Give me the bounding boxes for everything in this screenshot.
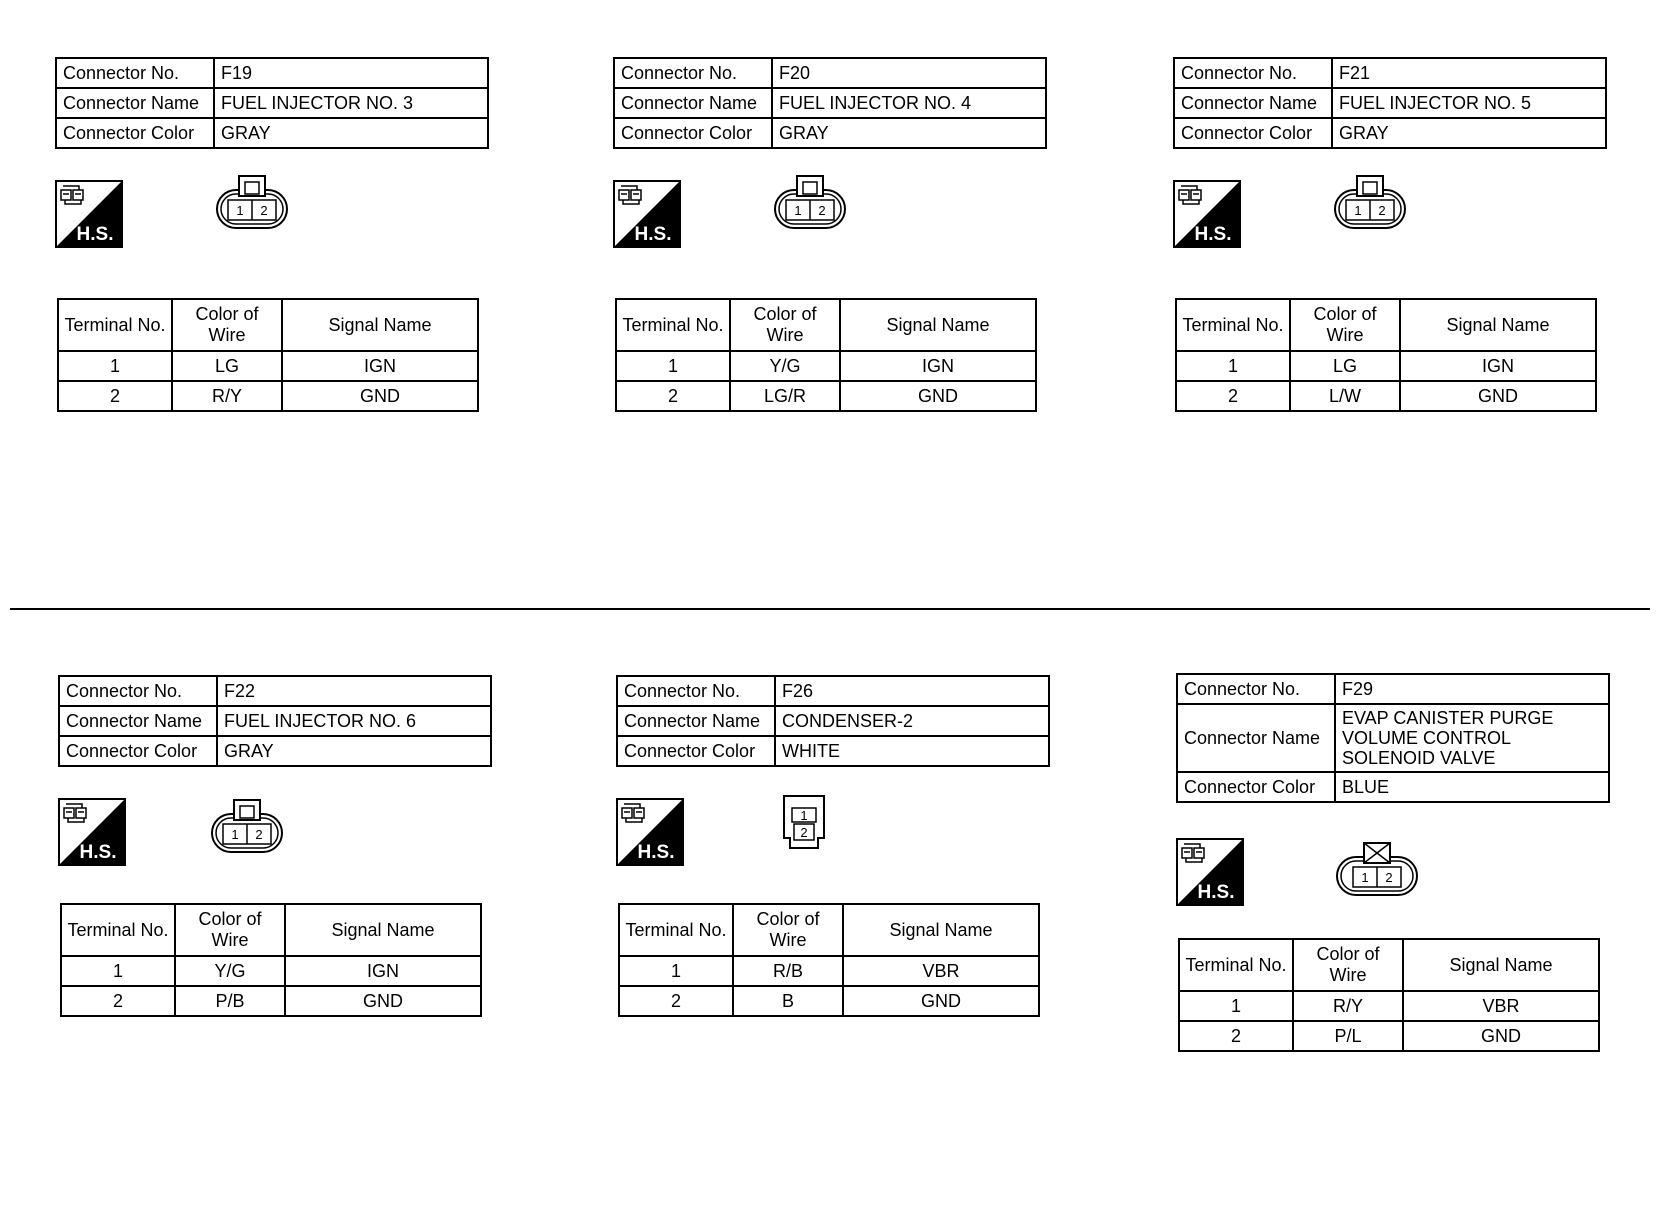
terminal-header-row (1179, 939, 1599, 991)
terminal-no-header: Terminal No. (1176, 299, 1290, 351)
connector-color-value: WHITE (775, 736, 1049, 766)
terminal-row (61, 956, 481, 986)
connector-info-table (616, 675, 1050, 767)
pin-label: 2 (818, 203, 826, 218)
connector-info-table (1173, 57, 1607, 149)
connector-name-label: Connector Name (56, 88, 214, 118)
terminal-no-header: Terminal No. (61, 904, 175, 956)
connector-color-value: GRAY (772, 118, 1046, 148)
signal-name: GND (282, 381, 478, 411)
connector-no-label: Connector No. (59, 676, 217, 706)
signal-name-header: Signal Name (1400, 299, 1596, 351)
hs-badge-icon (58, 798, 126, 866)
hs-badge-text: H.S. (1194, 224, 1232, 245)
terminal-row (616, 381, 1036, 411)
connector-color-label: Connector Color (614, 118, 772, 148)
connector-no-value: F29 (1335, 674, 1609, 704)
terminal-no: 1 (58, 351, 172, 381)
connector-color-row (1174, 118, 1606, 148)
wire-color: Y/G (730, 351, 840, 381)
connector-name-label: Connector Name (1177, 704, 1335, 772)
terminal-row (616, 351, 1036, 381)
signal-name: VBR (843, 956, 1039, 986)
connector-color-label: Connector Color (59, 736, 217, 766)
signal-name: GND (1403, 1021, 1599, 1051)
signal-name: IGN (840, 351, 1036, 381)
pin-label: 1 (231, 827, 239, 842)
connector-info-table (58, 675, 492, 767)
color-of-wire-header: Color of Wire (175, 904, 285, 956)
connector-name-value: CONDENSER-2 (775, 706, 1049, 736)
terminal-header-row (61, 904, 481, 956)
pin-label: 2 (260, 203, 268, 218)
connector-face-icon (778, 794, 830, 861)
terminal-no: 2 (1179, 1021, 1293, 1051)
connector-name-value: FUEL INJECTOR NO. 5 (1332, 88, 1606, 118)
connector-name-row (59, 706, 491, 736)
connector-color-label: Connector Color (56, 118, 214, 148)
terminal-table (618, 903, 1040, 1017)
connector-no-label: Connector No. (56, 58, 214, 88)
terminal-no: 1 (616, 351, 730, 381)
signal-name: VBR (1403, 991, 1599, 1021)
hs-badge-icon (1176, 838, 1244, 906)
terminal-row (58, 381, 478, 411)
connector-info-table (613, 57, 1047, 149)
hs-badge-text: H.S. (634, 224, 672, 245)
terminal-no: 2 (1176, 381, 1290, 411)
terminal-no: 2 (58, 381, 172, 411)
hs-badge-icon (616, 798, 684, 866)
connector-no-value: F26 (775, 676, 1049, 706)
connector-color-value: GRAY (217, 736, 491, 766)
hs-badge-icon (55, 180, 123, 248)
terminal-no-header: Terminal No. (619, 904, 733, 956)
hs-badge-text: H.S. (79, 842, 117, 863)
connector-color-row (56, 118, 488, 148)
terminal-header-row (58, 299, 478, 351)
pin-label: 2 (255, 827, 263, 842)
connector-color-value: GRAY (1332, 118, 1606, 148)
terminal-no: 1 (1176, 351, 1290, 381)
wire-color: P/L (1293, 1021, 1403, 1051)
signal-name: GND (285, 986, 481, 1016)
signal-name-header: Signal Name (285, 904, 481, 956)
connector-name-row (1177, 704, 1609, 772)
color-of-wire-header: Color of Wire (172, 299, 282, 351)
connector-color-row (614, 118, 1046, 148)
connector-no-value: F22 (217, 676, 491, 706)
wire-color: B (733, 986, 843, 1016)
connector-no-value: F19 (214, 58, 488, 88)
connector-face-icon (773, 174, 847, 237)
pin-label: 1 (236, 203, 244, 218)
pin-label: 2 (800, 825, 808, 840)
connector-color-row (617, 736, 1049, 766)
connector-name-label: Connector Name (617, 706, 775, 736)
terminal-no: 2 (61, 986, 175, 1016)
connector-name-row (617, 706, 1049, 736)
color-of-wire-header: Color of Wire (1290, 299, 1400, 351)
hs-badge-icon (1173, 180, 1241, 248)
terminal-header-row (616, 299, 1036, 351)
connector-no-value: F20 (772, 58, 1046, 88)
terminal-no: 2 (616, 381, 730, 411)
connector-face-icon (210, 798, 284, 861)
terminal-no: 1 (1179, 991, 1293, 1021)
connector-color-row (59, 736, 491, 766)
terminal-table (1175, 298, 1597, 412)
signal-name: IGN (1400, 351, 1596, 381)
terminal-row (1176, 381, 1596, 411)
connector-no-value: F21 (1332, 58, 1606, 88)
connector-color-value: BLUE (1335, 772, 1609, 802)
pin-label: 2 (1378, 203, 1386, 218)
connector-name-label: Connector Name (1174, 88, 1332, 118)
connector-no-row (614, 58, 1046, 88)
wire-color: R/B (733, 956, 843, 986)
color-of-wire-header: Color of Wire (733, 904, 843, 956)
terminal-row (1176, 351, 1596, 381)
terminal-header-row (619, 904, 1039, 956)
connector-name-value: FUEL INJECTOR NO. 3 (214, 88, 488, 118)
connector-face-icon (1333, 174, 1407, 237)
terminal-no: 2 (619, 986, 733, 1016)
terminal-no: 1 (619, 956, 733, 986)
connector-name-value: FUEL INJECTOR NO. 4 (772, 88, 1046, 118)
wire-color: Y/G (175, 956, 285, 986)
connector-name-row (56, 88, 488, 118)
terminal-row (619, 956, 1039, 986)
connector-no-row (1174, 58, 1606, 88)
connector-no-label: Connector No. (614, 58, 772, 88)
terminal-row (61, 986, 481, 1016)
connector-no-label: Connector No. (617, 676, 775, 706)
wire-color: LG/R (730, 381, 840, 411)
terminal-table (57, 298, 479, 412)
section-divider (10, 608, 1650, 610)
connector-name-row (1174, 88, 1606, 118)
terminal-table (1178, 938, 1600, 1052)
connector-no-row (617, 676, 1049, 706)
connector-color-label: Connector Color (1177, 772, 1335, 802)
terminal-table (60, 903, 482, 1017)
signal-name-header: Signal Name (282, 299, 478, 351)
terminal-no-header: Terminal No. (616, 299, 730, 351)
terminal-no-header: Terminal No. (1179, 939, 1293, 991)
terminal-table (615, 298, 1037, 412)
wire-color: LG (172, 351, 282, 381)
wire-color: LG (1290, 351, 1400, 381)
connector-no-row (1177, 674, 1609, 704)
connector-name-value: FUEL INJECTOR NO. 6 (217, 706, 491, 736)
connector-no-label: Connector No. (1177, 674, 1335, 704)
connector-face-icon (215, 174, 289, 237)
connector-color-value: GRAY (214, 118, 488, 148)
connector-name-row (614, 88, 1046, 118)
pin-label: 1 (1354, 203, 1362, 218)
wire-color: P/B (175, 986, 285, 1016)
signal-name-header: Signal Name (1403, 939, 1599, 991)
terminal-header-row (1176, 299, 1596, 351)
connector-color-row (1177, 772, 1609, 802)
terminal-no: 1 (61, 956, 175, 986)
signal-name: IGN (285, 956, 481, 986)
signal-name-header: Signal Name (840, 299, 1036, 351)
connector-color-label: Connector Color (1174, 118, 1332, 148)
pin-label: 1 (794, 203, 802, 218)
signal-name: GND (840, 381, 1036, 411)
signal-name: IGN (282, 351, 478, 381)
color-of-wire-header: Color of Wire (730, 299, 840, 351)
wire-color: R/Y (172, 381, 282, 411)
terminal-row (1179, 991, 1599, 1021)
signal-name: GND (1400, 381, 1596, 411)
hs-badge-icon (613, 180, 681, 248)
terminal-row (1179, 1021, 1599, 1051)
pin-label: 1 (800, 808, 808, 823)
connector-no-row (59, 676, 491, 706)
wire-color: L/W (1290, 381, 1400, 411)
connector-color-label: Connector Color (617, 736, 775, 766)
connector-info-table (1176, 673, 1610, 803)
hs-badge-text: H.S. (637, 842, 675, 863)
pin-label: 1 (1361, 870, 1369, 885)
pin-label: 2 (1385, 870, 1393, 885)
connector-name-value: EVAP CANISTER PURGE VOLUME CONTROL SOLENOID VALVE (1335, 704, 1609, 772)
connector-info-table (55, 57, 489, 149)
signal-name: GND (843, 986, 1039, 1016)
connector-name-label: Connector Name (614, 88, 772, 118)
terminal-no-header: Terminal No. (58, 299, 172, 351)
color-of-wire-header: Color of Wire (1293, 939, 1403, 991)
hs-badge-text: H.S. (76, 224, 114, 245)
signal-name-header: Signal Name (843, 904, 1039, 956)
wire-color: R/Y (1293, 991, 1403, 1021)
connector-name-label: Connector Name (59, 706, 217, 736)
terminal-row (619, 986, 1039, 1016)
hs-badge-text: H.S. (1197, 882, 1235, 903)
terminal-row (58, 351, 478, 381)
connector-no-row (56, 58, 488, 88)
connector-no-label: Connector No. (1174, 58, 1332, 88)
connector-face-icon (1335, 841, 1419, 904)
